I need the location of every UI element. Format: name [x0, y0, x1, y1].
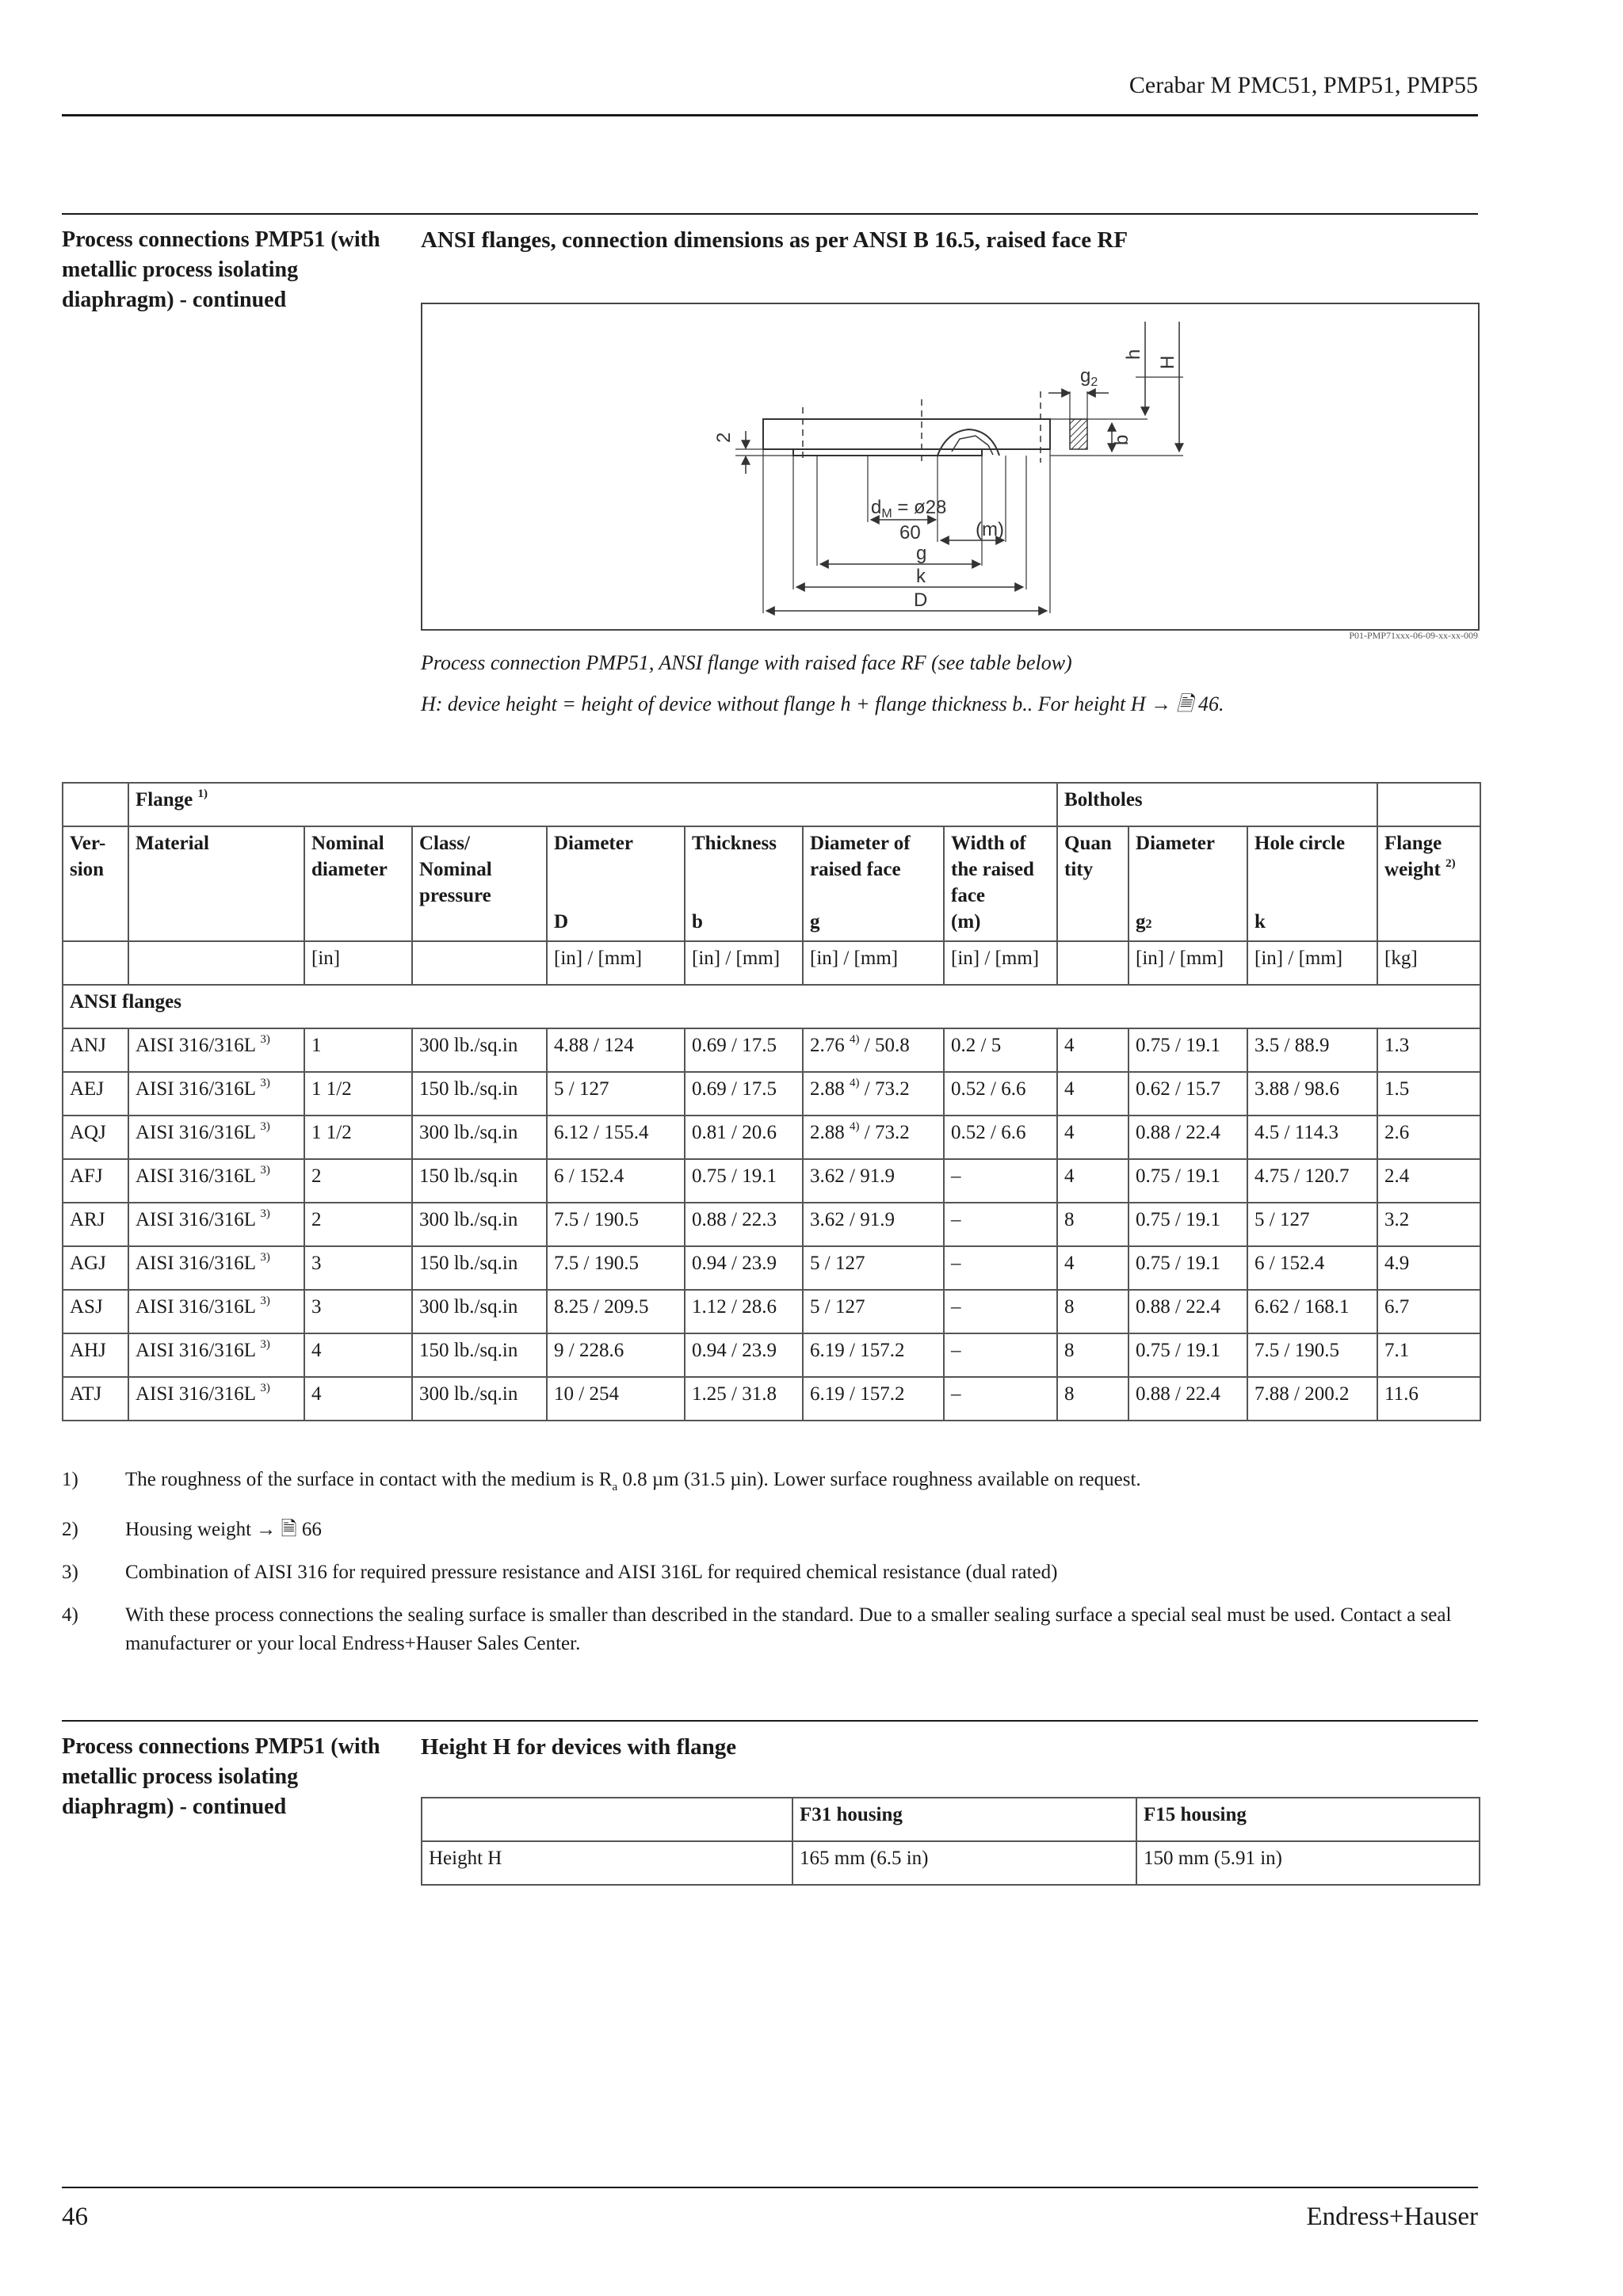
cell-nominal: 3 [304, 1290, 412, 1333]
cell-weight: 2.4 [1377, 1159, 1480, 1203]
cell-version: ASJ [63, 1290, 128, 1333]
footnote-number: 3) [62, 1562, 78, 1583]
group-flange: Flange $^{1)}$ [128, 783, 1057, 826]
cell-material: AISI 316/316L $^{3)}$ [128, 1028, 304, 1072]
cell-qty: 4 [1057, 1159, 1128, 1203]
cell-nominal: 4 [304, 1333, 412, 1377]
empty-cell [1057, 941, 1128, 985]
cell-nominal: 1 1/2 [304, 1116, 412, 1159]
page-footer [62, 2187, 1478, 2245]
cell-version: AFJ [63, 1159, 128, 1203]
cell-g: 5 / 127 [803, 1246, 944, 1290]
cell-weight: 6.7 [1377, 1290, 1480, 1333]
f15-value: 150 mm (5.91 in) [1136, 1841, 1480, 1885]
unit-cell: [kg] [1377, 941, 1480, 985]
label-k: k [916, 566, 926, 587]
col-hole-circle: Hole circle k [1247, 826, 1377, 941]
section-title: Height H for devices with flange [421, 1734, 737, 1760]
footnote-number: 4) [62, 1604, 78, 1626]
col-bolt-diameter: Diameter g2 [1128, 826, 1247, 941]
ansi-flange-table [62, 782, 1481, 1421]
cell-qty: 4 [1057, 1028, 1128, 1072]
cell-weight: 1.5 [1377, 1072, 1480, 1116]
cell-nominal: 2 [304, 1159, 412, 1203]
cell-material: AISI 316/316L $^{3)}$ [128, 1290, 304, 1333]
col-class: Class/ Nominal pressure [412, 826, 547, 941]
cell-b: 0.81 / 20.6 [685, 1116, 803, 1159]
cell-g: 3.62 / 91.9 [803, 1159, 944, 1203]
cell-g2: 0.62 / 15.7 [1128, 1072, 1247, 1116]
units-row [63, 941, 1480, 985]
cell-material: AISI 316/316L $^{3)}$ [128, 1116, 304, 1159]
cell-material: AISI 316/316L $^{3)}$ [128, 1246, 304, 1290]
group-boltholes: Boltholes [1057, 783, 1377, 826]
cell-g: 5 / 127 [803, 1290, 944, 1333]
flange-drawing [421, 303, 1480, 631]
cell-b: 0.94 / 23.9 [685, 1333, 803, 1377]
col-version: Ver- sion [63, 826, 128, 941]
cell-b: 0.69 / 17.5 [685, 1028, 803, 1072]
cell-k: 6.62 / 168.1 [1247, 1290, 1377, 1333]
cell-qty: 8 [1057, 1203, 1128, 1246]
cell-version: AGJ [63, 1246, 128, 1290]
col-raised-face: Diameter of raised face g [803, 826, 944, 941]
cell-g2: 0.75 / 19.1 [1128, 1159, 1247, 1203]
cell-nominal: 1 1/2 [304, 1072, 412, 1116]
cell-g: 2.88 $^{4)}$ / 73.2 [803, 1072, 944, 1116]
cell-qty: 4 [1057, 1246, 1128, 1290]
cell-D: 7.5 / 190.5 [547, 1203, 685, 1246]
raised-face [793, 449, 982, 456]
cell-k: 4.75 / 120.7 [1247, 1159, 1377, 1203]
label-g: g [916, 543, 927, 564]
col-width: Width of the raised face (m) [944, 826, 1057, 941]
row-label: Height H [422, 1841, 792, 1885]
unit-cell: [in] / [mm] [1247, 941, 1377, 985]
section-divider [62, 213, 1478, 215]
cell-m: 0.2 / 5 [944, 1028, 1057, 1072]
empty-cell [1377, 783, 1480, 826]
diaphragm-weld [952, 436, 993, 455]
cell-b: 1.25 / 31.8 [685, 1377, 803, 1421]
diaphragm [938, 429, 999, 456]
table-row [63, 1290, 1480, 1333]
cell-D: 10 / 254 [547, 1377, 685, 1421]
footnote [62, 1516, 1478, 1544]
cell-weight: 7.1 [1377, 1333, 1480, 1377]
flange-body [763, 419, 1050, 449]
page-number: 46 [62, 2203, 88, 2231]
cell-weight: 1.3 [1377, 1028, 1480, 1072]
ansi-section-row [63, 985, 1480, 1028]
cell-qty: 8 [1057, 1290, 1128, 1333]
cell-class: 300 lb./sq.in [412, 1116, 547, 1159]
cell-material: AISI 316/316L $^{3)}$ [128, 1377, 304, 1421]
cell-g: 2.76 $^{4)}$ / 50.8 [803, 1028, 944, 1072]
cell-weight: 3.2 [1377, 1203, 1480, 1246]
document-title: Cerabar M PMC51, PMP51, PMP55 [1128, 72, 1478, 98]
cell-m: – [944, 1333, 1057, 1377]
label-h: h [1123, 349, 1144, 360]
cell-class: 150 lb./sq.in [412, 1072, 547, 1116]
ansi-label: ANSI flanges [63, 985, 1480, 1028]
unit-cell: [in] / [mm] [1128, 941, 1247, 985]
running-header [62, 70, 1478, 116]
col-f15: F15 housing [1136, 1798, 1480, 1841]
cell-k: 3.5 / 88.9 [1247, 1028, 1377, 1072]
cell-class: 300 lb./sq.in [412, 1377, 547, 1421]
label-60: 60 [899, 522, 921, 543]
cell-g2: 0.75 / 19.1 [1128, 1333, 1247, 1377]
footnote-number: 2) [62, 1519, 78, 1540]
label-m: (m) [976, 519, 1004, 540]
cell-D: 5 / 127 [547, 1072, 685, 1116]
col-thickness: Thickness b [685, 826, 803, 941]
table-row [63, 1072, 1480, 1116]
cell-class: 300 lb./sq.in [412, 1028, 547, 1072]
table-row [63, 1116, 1480, 1159]
cell-material: AISI 316/316L $^{3)}$ [128, 1333, 304, 1377]
cell-D: 9 / 228.6 [547, 1333, 685, 1377]
cell-g2: 0.75 / 19.1 [1128, 1203, 1247, 1246]
cell-version: AEJ [63, 1072, 128, 1116]
empty-cell [412, 941, 547, 985]
figure-caption: Process connection PMP51, ANSI flange with raised face RF (see table below) [421, 651, 1072, 674]
cell-version: ANJ [63, 1028, 128, 1072]
cell-b: 1.12 / 28.6 [685, 1290, 803, 1333]
cell-k: 6 / 152.4 [1247, 1246, 1377, 1290]
cell-m: – [944, 1246, 1057, 1290]
cell-qty: 4 [1057, 1072, 1128, 1116]
cell-g: 3.62 / 91.9 [803, 1203, 944, 1246]
label-b: b [1111, 434, 1132, 445]
label-g2: $g_2$ [1080, 365, 1098, 389]
table-row [63, 1377, 1480, 1421]
cell-m: – [944, 1290, 1057, 1333]
height-table [421, 1797, 1480, 1886]
footnote [62, 1558, 1478, 1587]
cell-qty: 4 [1057, 1116, 1128, 1159]
cell-m: – [944, 1159, 1057, 1203]
footnote-text: The roughness of the surface in contact with the medium is $R_a$ 0.8 µm (31.5 µin). Lower surface roughness available on request. [125, 1469, 1141, 1493]
cell-class: 300 lb./sq.in [412, 1203, 547, 1246]
unit-cell: [in] [304, 941, 412, 985]
cell-class: 150 lb./sq.in [412, 1159, 547, 1203]
footnote-text: Housing weight → 🗎 66 [125, 1519, 322, 1540]
empty-cell [63, 941, 128, 985]
label-H: H [1157, 355, 1178, 369]
figure-note: H: device height = height of device without flange h + flange thickness b.. For height H → 🗎 46. [421, 692, 1224, 715]
cell-b: 0.94 / 23.9 [685, 1246, 803, 1290]
cell-g: 6.19 / 157.2 [803, 1377, 944, 1421]
col-quantity: Quan tity [1057, 826, 1128, 941]
cell-weight: 11.6 [1377, 1377, 1480, 1421]
group-header-row [63, 783, 1480, 826]
cell-b: 0.69 / 17.5 [685, 1072, 803, 1116]
cell-version: ARJ [63, 1203, 128, 1246]
unit-cell: [in] / [mm] [685, 941, 803, 985]
cell-b: 0.75 / 19.1 [685, 1159, 803, 1203]
table-row [63, 1028, 1480, 1072]
side-title: Process connections PMP51 (with metallic process isolating diaphragm) - continued [62, 1734, 380, 1819]
cell-k: 7.88 / 200.2 [1247, 1377, 1377, 1421]
footnote-number: 1) [62, 1469, 78, 1490]
cell-g2: 0.75 / 19.1 [1128, 1028, 1247, 1072]
label-dm: $d_M$ = ø28 [871, 497, 947, 521]
section-title: ANSI flanges, connection dimensions as per ANSI B 16.5, raised face RF [421, 227, 1128, 253]
cell-weight: 2.6 [1377, 1116, 1480, 1159]
cell-m: 0.52 / 6.6 [944, 1116, 1057, 1159]
cell-k: 5 / 127 [1247, 1203, 1377, 1246]
empty-cell [128, 941, 304, 985]
unit-cell: [in] / [mm] [944, 941, 1057, 985]
cell-m: – [944, 1203, 1057, 1246]
height-table-header [422, 1798, 1480, 1841]
footnote [62, 1466, 1478, 1501]
cell-nominal: 2 [304, 1203, 412, 1246]
cell-nominal: 1 [304, 1028, 412, 1072]
cell-D: 8.25 / 209.5 [547, 1290, 685, 1333]
label-D: D [914, 589, 928, 611]
cell-nominal: 4 [304, 1377, 412, 1421]
table-row [63, 1246, 1480, 1290]
cell-g2: 0.88 / 22.4 [1128, 1290, 1247, 1333]
cell-g: 2.88 $^{4)}$ / 73.2 [803, 1116, 944, 1159]
cell-D: 6 / 152.4 [547, 1159, 685, 1203]
footnote [62, 1601, 1478, 1658]
col-material: Material [128, 826, 304, 941]
cell-m: 0.52 / 6.6 [944, 1072, 1057, 1116]
cell-k: 7.5 / 190.5 [1247, 1333, 1377, 1377]
flange-diagram-svg [422, 304, 1478, 629]
cell-material: AISI 316/316L $^{3)}$ [128, 1203, 304, 1246]
brand: Endress+Hauser [1306, 2203, 1478, 2231]
cell-class: 300 lb./sq.in [412, 1290, 547, 1333]
cell-class: 150 lb./sq.in [412, 1333, 547, 1377]
hatched-section [1070, 419, 1087, 449]
table-row [63, 1203, 1480, 1246]
cell-b: 0.88 / 22.3 [685, 1203, 803, 1246]
cell-m: – [944, 1377, 1057, 1421]
empty-cell [422, 1798, 792, 1841]
figure-id: P01-PMP71xxx-06-09-xx-xx-009 [1349, 630, 1478, 641]
cell-qty: 8 [1057, 1377, 1128, 1421]
table-row [63, 1333, 1480, 1377]
col-weight: Flange weight $^{2)}$ [1377, 826, 1480, 941]
cell-g2: 0.75 / 19.1 [1128, 1246, 1247, 1290]
cell-material: AISI 316/316L $^{3)}$ [128, 1159, 304, 1203]
cell-g2: 0.88 / 22.4 [1128, 1116, 1247, 1159]
f31-value: 165 mm (6.5 in) [792, 1841, 1136, 1885]
column-header-row [63, 826, 1480, 941]
cell-k: 3.88 / 98.6 [1247, 1072, 1377, 1116]
unit-cell: [in] / [mm] [547, 941, 685, 985]
cell-material: AISI 316/316L $^{3)}$ [128, 1072, 304, 1116]
side-title: Process connections PMP51 (with metallic process isolating diaphragm) - continued [62, 227, 380, 312]
cell-version: AQJ [63, 1116, 128, 1159]
footnote-text: With these process connections the sealing surface is smaller than described in the standard. Due to a smaller sealing surface a special seal must be used. Contact a seal manufacturer or your local Endress+Hauser Sales Center. [125, 1604, 1452, 1654]
cell-D: 4.88 / 124 [547, 1028, 685, 1072]
col-f31: F31 housing [792, 1798, 1136, 1841]
cell-class: 150 lb./sq.in [412, 1246, 547, 1290]
empty-cell [63, 783, 128, 826]
cell-D: 6.12 / 155.4 [547, 1116, 685, 1159]
col-diameter: Diameter D [547, 826, 685, 941]
cell-k: 4.5 / 114.3 [1247, 1116, 1377, 1159]
col-nominal: Nominal diameter [304, 826, 412, 941]
height-table-row [422, 1841, 1480, 1885]
cell-weight: 4.9 [1377, 1246, 1480, 1290]
footnotes [62, 1466, 1478, 1672]
cell-g: 6.19 / 157.2 [803, 1333, 944, 1377]
footnote-text: Combination of AISI 316 for required pressure resistance and AISI 316L for required chemical resistance (dual rated) [125, 1562, 1058, 1583]
cell-qty: 8 [1057, 1333, 1128, 1377]
cell-version: AHJ [63, 1333, 128, 1377]
table-row [63, 1159, 1480, 1203]
unit-cell: [in] / [mm] [803, 941, 944, 985]
cell-nominal: 3 [304, 1246, 412, 1290]
cell-g2: 0.88 / 22.4 [1128, 1377, 1247, 1421]
cell-version: ATJ [63, 1377, 128, 1421]
section-divider [62, 1720, 1478, 1722]
cell-D: 7.5 / 190.5 [547, 1246, 685, 1290]
label-2: 2 [713, 432, 735, 443]
